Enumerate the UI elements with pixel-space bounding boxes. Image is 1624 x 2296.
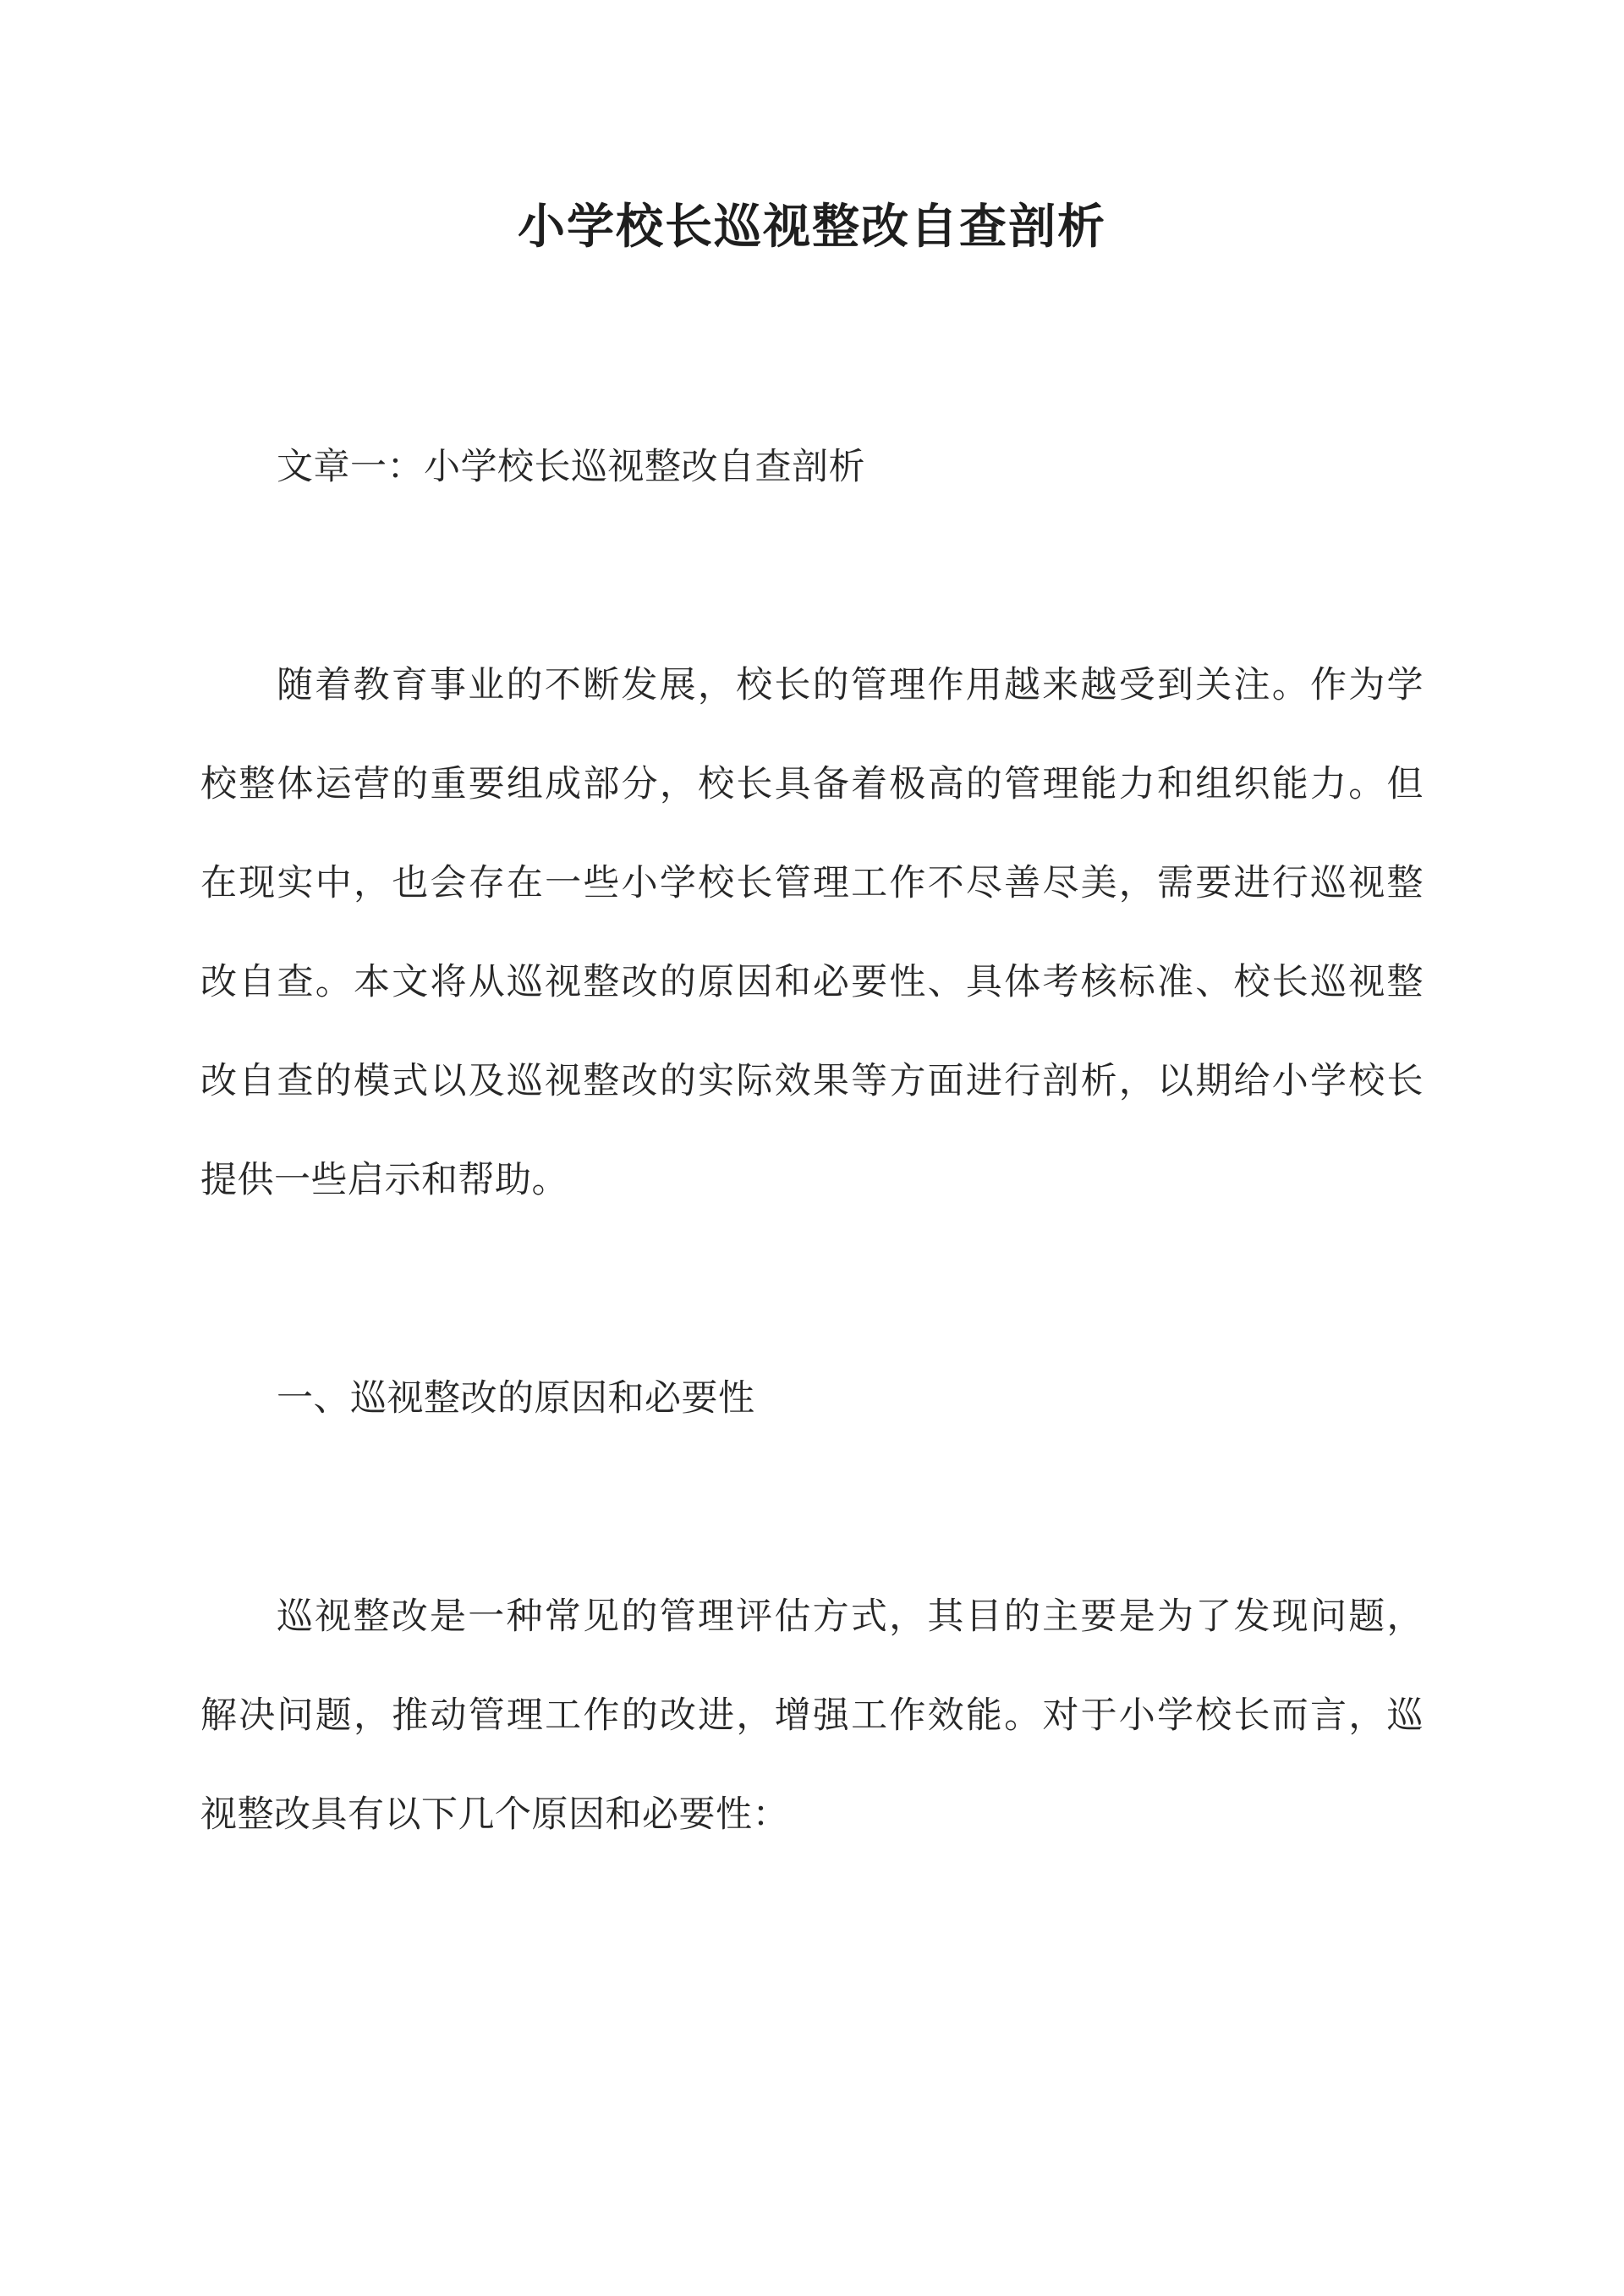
paragraph-line: 随着教育事业的不断发展，校长的管理作用越来越受到关注。作为学: [277, 664, 1424, 706]
document-title: 小学校长巡视整改自查剖析: [518, 199, 1106, 255]
section-heading: 一、巡视整改的原因和必要性: [277, 1377, 755, 1420]
paragraph-line: 提供一些启示和帮助。: [200, 1159, 568, 1201]
paragraph-line: 校整体运营的重要组成部分，校长具备着极高的管理能力和组织能力。但: [200, 763, 1424, 805]
paragraph-line: 解决问题，推动管理工作的改进，增强工作效能。对于小学校长而言，巡: [200, 1695, 1424, 1737]
article-subtitle: 文章一：小学校长巡视整改自查剖析: [277, 446, 865, 488]
paragraph-line: 巡视整改是一种常见的管理评估方式，其目的主要是为了发现问题，: [277, 1596, 1424, 1638]
paragraph-line: 在现实中，也会存在一些小学校长管理工作不尽善尽美，需要进行巡视整: [200, 862, 1424, 904]
paragraph-line: 改自查的模式以及巡视整改的实际效果等方面进行剖析，以期给小学校长: [200, 1060, 1424, 1102]
paragraph-line: 视整改具有以下几个原因和必要性：: [200, 1793, 789, 1836]
paragraph-line: 改自查。本文将从巡视整改的原因和必要性、具体考核标准、校长巡视整: [200, 961, 1424, 1003]
